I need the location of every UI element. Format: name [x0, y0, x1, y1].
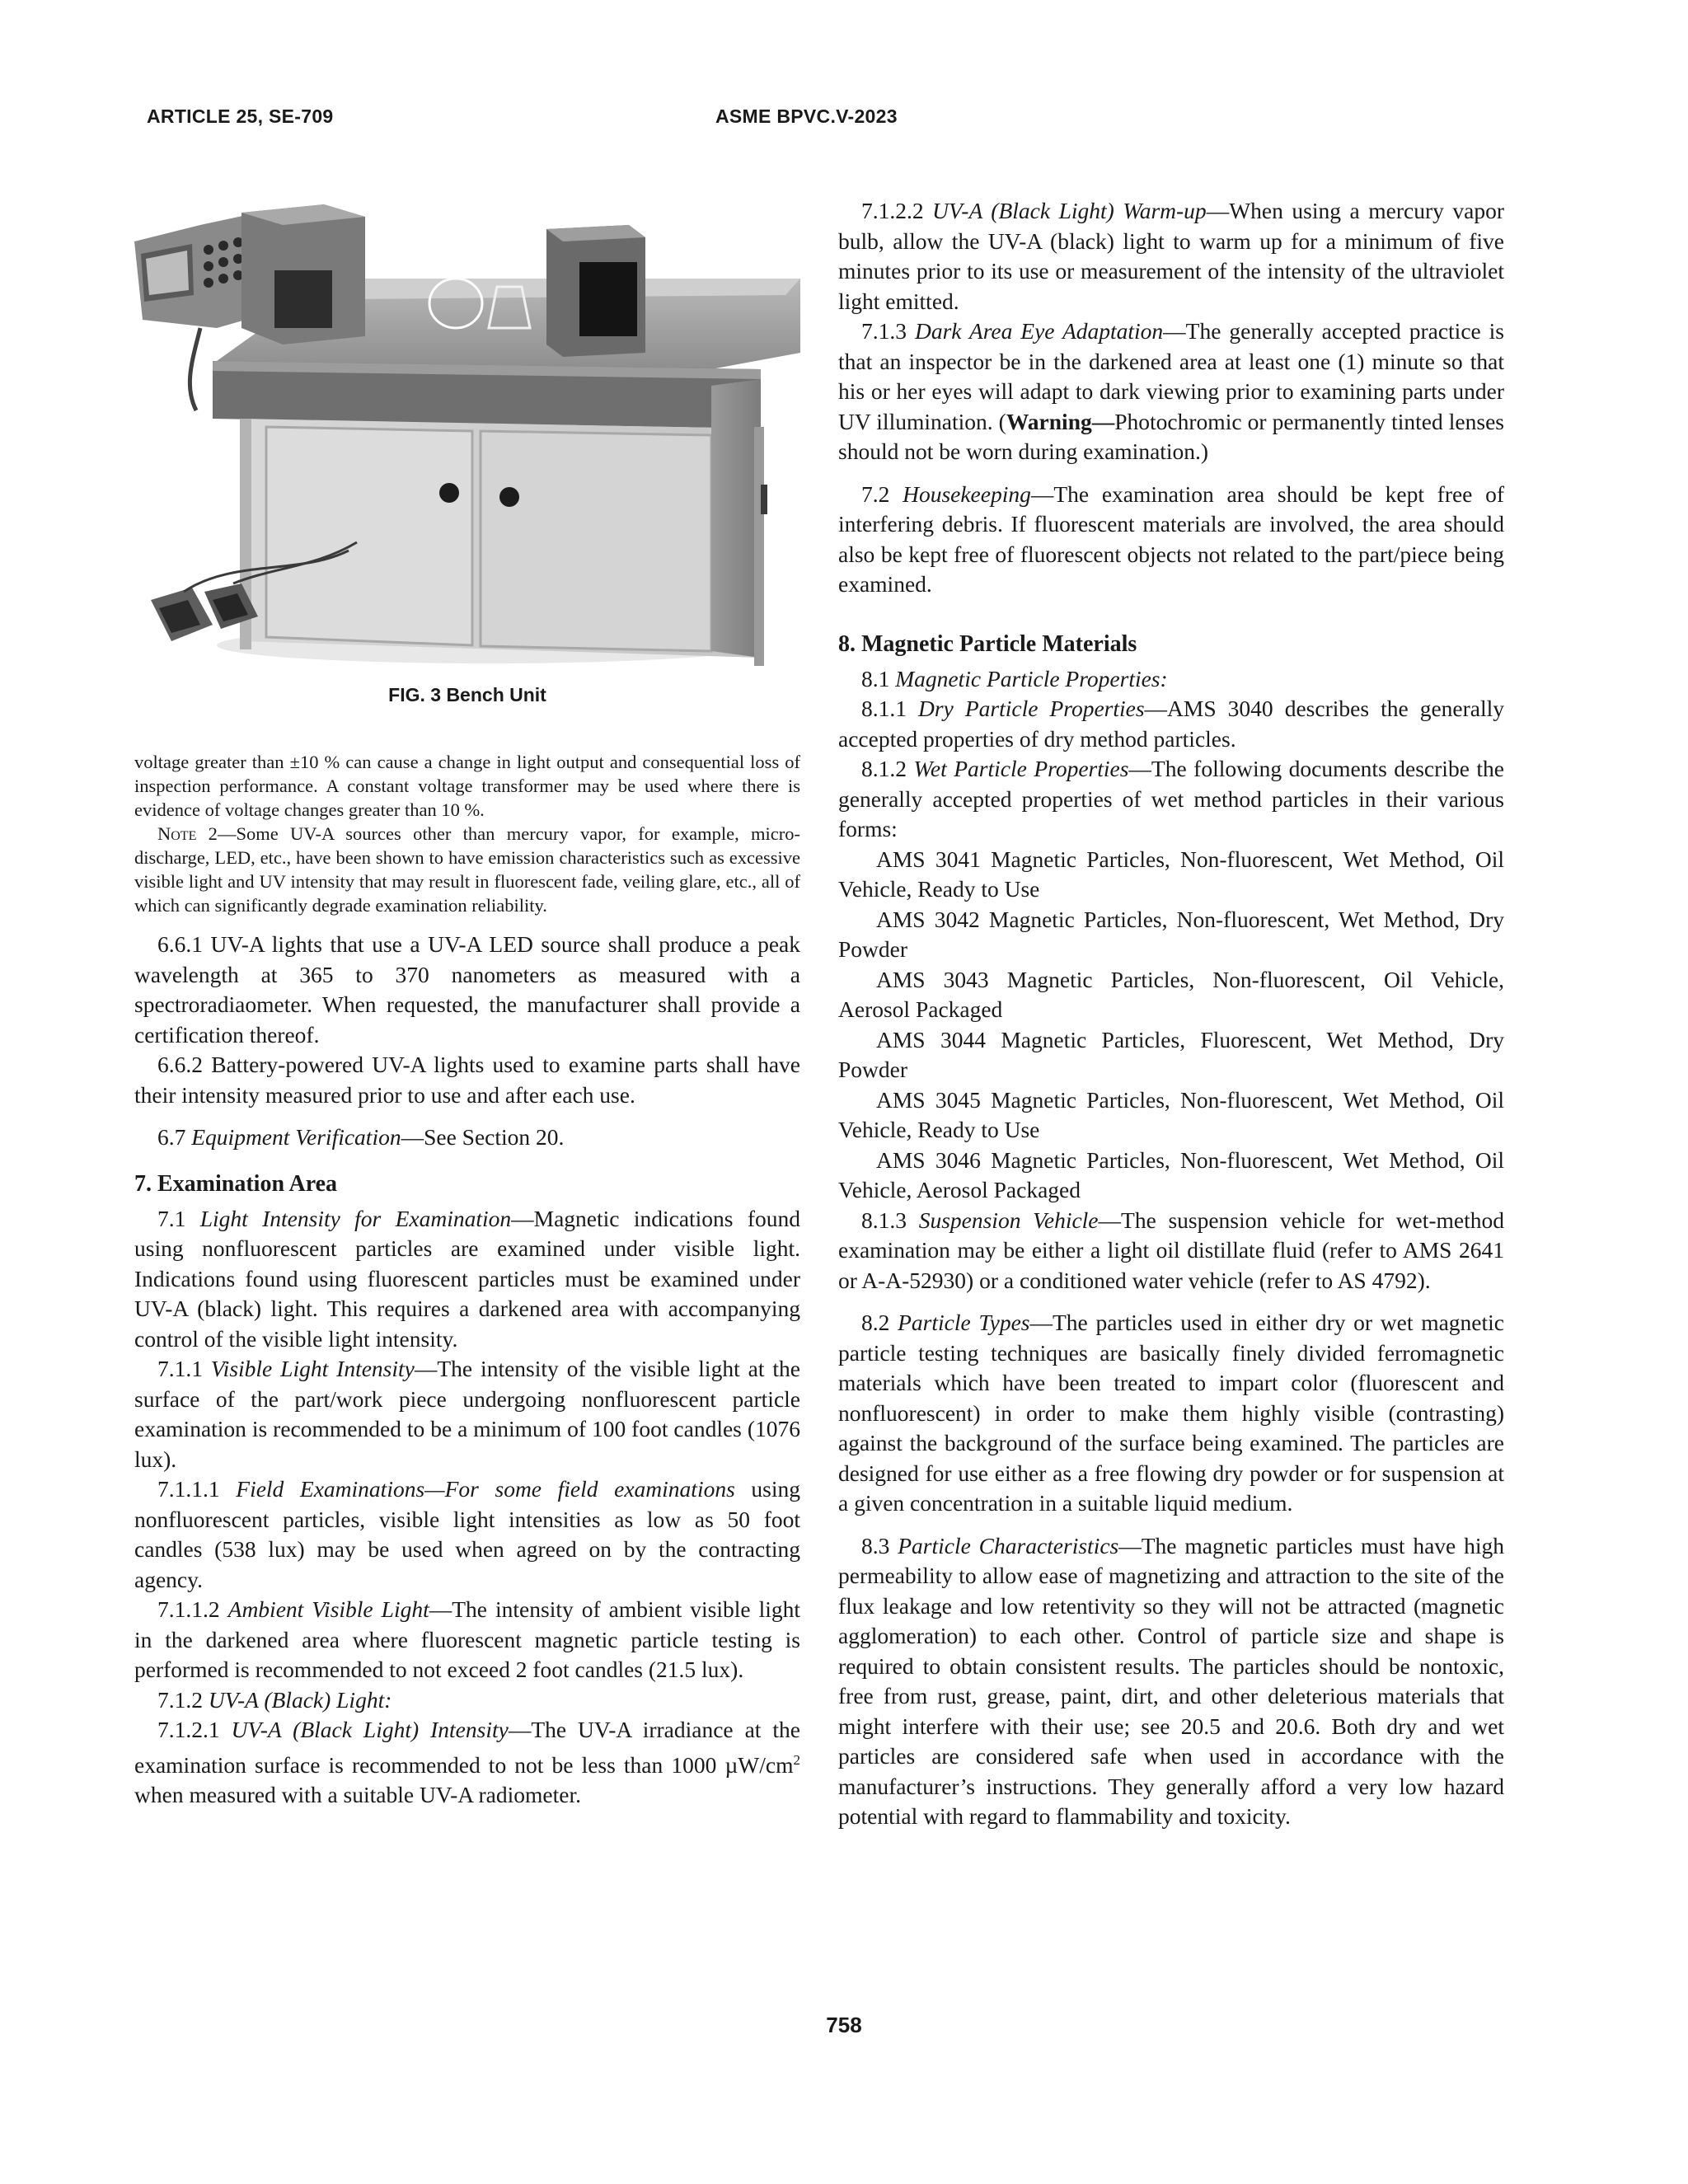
para-7-1-2: 7.1.2 UV-A (Black) Light: [157, 1686, 392, 1713]
para-8-1: 8.1 Magnetic Particle Properties: [861, 665, 1168, 691]
running-header-left: ARTICLE 25, SE-709 [147, 105, 334, 127]
running-header-center: ASME BPVC.V-2023 [715, 105, 898, 127]
section-8-heading: 8. Magnetic Particle Materials [838, 630, 1137, 657]
note-2: Note 2—Some UV-A sources other than mercury vapor, for example, micro-discharge, LED, etc., have been shown to have emission characteristics such as excessive visible light and UV intensity that may result in fluorescent fade, veiling glare, etc., all of which can significantly degrade examination reliability. [134, 823, 800, 916]
para-7-1-1: 7.1.1 Visible Light Intensity—The intensity of the visible light at the surface of the part/work piece undergoing nonfluorescent particle examination is recommended to be a minimum of 100 foot candles (1076 lux). [134, 1356, 800, 1472]
ams-item: AMS 3042 Magnetic Particles, Non-fluorescent, Wet Method, Dry Powder [838, 906, 1504, 962]
ams-item: AMS 3043 Magnetic Particles, Non-fluorescent, Oil Vehicle, Aerosol Packaged [838, 966, 1504, 1022]
para-7-1-2-2: 7.1.2.2 UV-A (Black Light) Warm-up—When using a mercury vapor bulb, allow the UV-A (black) light to warm up for a minimum of five minutes prior to its use or measurement of the intensity of the ultraviolet light emitted. [838, 198, 1504, 314]
para-6-6-1: 6.6.1 UV-A lights that use a UV-A LED source shall produce a peak wavelength at 365 to 370 nanometers as measured with a spectroradiaometer. When requested, the manufacturer shall provide a certification thereof. [134, 931, 800, 1047]
para-8-3: 8.3 Particle Characteristics—The magnetic particles must have high permeability to allow ease of magnetizing and attraction to the site of the flux leakage and low retentivity so they will not be attracted (magnetic agglomeration) to each other. Control of particle size and shape is required to obtain consistent results. The particles should be nontoxic, free from rust, grease, paint, dirt, and other deleterious materials that might interfere with their use; see 20.5 and 20.6. Both dry and wet particles are considered safe when used in accordance with the manufacturer’s instructions. They generally afford a very low hazard potential with regard to flammability and toxicity. [838, 1532, 1504, 1829]
para-8-1-1: 8.1.1 Dry Particle Properties—AMS 3040 describes the generally accepted properties of dry method particles. [838, 696, 1505, 752]
para-8-1-3: 8.1.3 Suspension Vehicle—The suspension vehicle for wet-method examination may be either a light oil distillate fluid (refer to AMS 2641 or A-A-52930) or a conditioned water vehicle (refer to AS 4792). [838, 1207, 1504, 1293]
page-number: 758 [826, 2013, 862, 2037]
para-7-1-1-2: 7.1.1.2 Ambient Visible Light—The intensity of ambient visible light in the darkened area where fluorescent magnetic particle testing is performed is recommended to not exceed 2 foot candles (21.5 lux). [134, 1596, 801, 1682]
para-7-2: 7.2 Housekeeping—The examination area should be kept free of interfering debris. If fluorescent materials are involved, the area should also be kept free of fluorescent objects not related to the part/piece being examined. [838, 480, 1504, 597]
para-7-1-1-1: 7.1.1.1 Field Examinations—For some field examinations using nonfluorescent particles, visible light intensities as low as 50 foot candles (538 lux) may be used when agreed on by the contracting agency. [134, 1476, 801, 1592]
section-7-heading: 7. Examination Area [134, 1170, 338, 1197]
para-6-7: 6.7 Equipment Verification—See Section 20. [157, 1124, 565, 1150]
para-7-1-3: 7.1.3 Dark Area Eye Adaptation—The generally accepted practice is that an inspector be in the darkened area at least one (1) minute so that his or her eyes will adapt to dark viewing prior to examining parts under UV illumination. (Warning—Photochromic or permanently tinted lenses should not be worn during examination.) [838, 318, 1505, 464]
ams-item: AMS 3041 Magnetic Particles, Non-fluorescent, Wet Method, Oil Vehicle, Ready to Use [838, 846, 1504, 902]
left-column [134, 750, 800, 1811]
para-6-6-2: 6.6.2 Battery-powered UV-A lights used to examine parts shall have their intensity measured prior to use and after each use. [134, 1052, 800, 1108]
para-8-1-2: 8.1.2 Wet Particle Properties—The following documents describe the generally accepted properties of wet method particles in their various forms: [838, 756, 1504, 841]
ams-item: AMS 3046 Magnetic Particles, Non-fluorescent, Wet Method, Oil Vehicle, Aerosol Packaged [838, 1146, 1504, 1202]
figure-caption: FIG. 3 Bench Unit [388, 684, 546, 705]
continued-paragraph: voltage greater than ±10 % can cause a change in light output and consequential loss of inspection performance. A constant voltage transformer may be used where there is evidence of voltage changes greater than 10 %. [134, 752, 800, 820]
ams-item: AMS 3044 Magnetic Particles, Fluorescent, Wet Method, Dry Powder [838, 1026, 1504, 1082]
ams-item: AMS 3045 Magnetic Particles, Non-fluorescent, Wet Method, Oil Vehicle, Ready to Use [838, 1086, 1504, 1142]
right-column [838, 196, 1504, 1832]
para-7-1-2-1: 7.1.2.1 UV-A (Black Light) Intensity—The UV-A irradiance at the examination surface is recommended to not be less than 1000 $\mu W/cm^2$ when measured with a suitable UV-A radiometer. [134, 1717, 801, 1808]
bench-unit-figure [134, 196, 800, 691]
para-8-2: 8.2 Particle Types—The particles used in either dry or wet magnetic particle testing techniques are basically finely divided ferromagnetic materials which have been treated to impart color (fluorescent and nonfluorescent) in order to make them highly visible (contrasting) against the background of the surface being examined. The particles are designed for use either as a free flowing dry powder or for suspension at a given concentration in a suitable liquid medium. [838, 1310, 1504, 1516]
para-7-1: 7.1 Light Intensity for Examination—Magnetic indications found using nonfluorescent particles are examined under visible light. Indications found using fluorescent particles must be examined under UV-A (black) light. This requires a darkened area with accompanying control of the visible light intensity. [134, 1205, 801, 1352]
